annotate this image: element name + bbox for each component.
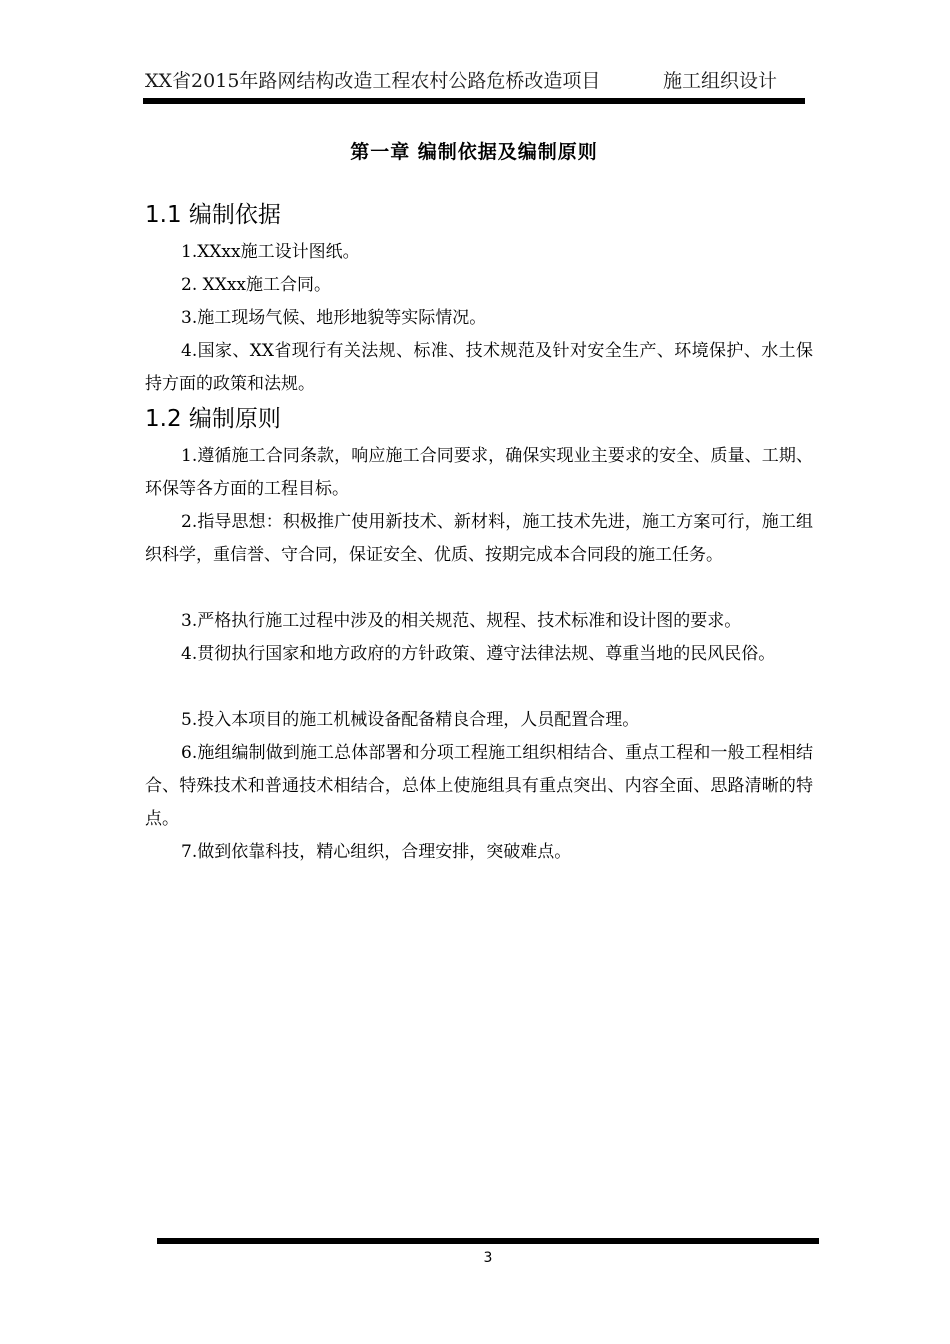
principle-item-3: 3.严格执行施工过程中涉及的相关规范、规程、技术标准和设计图的要求。 bbox=[181, 611, 742, 631]
header-project-title: XX省2015年路网结构改造工程农村公路危桥改造项目 bbox=[145, 70, 601, 92]
header-document-type: 施工组织设计 bbox=[663, 70, 778, 92]
chapter-title: 第一章 编制依据及编制原则 bbox=[350, 141, 598, 163]
basis-item-1: 1.XXxx施工设计图纸。 bbox=[181, 242, 360, 262]
section-heading-principles: 1.2 编制原则 bbox=[145, 406, 281, 432]
principle-item-2: 2.指导思想：积极推广使用新技术、新材料，施工技术先进，施工方案可行，施工组织科学，重信誉、守合同，保证安全、优质、按期完成本合同段的施工任务。 bbox=[145, 512, 813, 565]
basis-item-2: 2. XXxx施工合同。 bbox=[181, 275, 332, 295]
principle-item-7: 7.做到依靠科技，精心组织，合理安排，突破难点。 bbox=[181, 842, 572, 862]
principle-item-4: 4.贯彻执行国家和地方政府的方针政策、遵守法律法规、尊重当地的民风民俗。 bbox=[181, 644, 776, 664]
page-number: 3 bbox=[483, 1250, 493, 1266]
footer-divider bbox=[157, 1238, 819, 1244]
principle-item-1: 1.遵循施工合同条款，响应施工合同要求，确保实现业主要求的安全、质量、工期、环保等各方面的工程目标。 bbox=[145, 446, 813, 499]
page-header bbox=[145, 66, 805, 96]
principle-item-6: 6.施组编制做到施工总体部署和分项工程施工组织相结合、重点工程和一般工程相结合、特殊技术和普通技术相结合，总体上使施组具有重点突出、内容全面、思路清晰的特点。 bbox=[145, 743, 813, 829]
basis-item-3: 3.施工现场气候、地形地貌等实际情况。 bbox=[181, 308, 487, 328]
basis-item-4: 4.国家、XX省现行有关法规、标准、技术规范及针对安全生产、环境保护、水土保持方面的政策和法规。 bbox=[145, 341, 813, 394]
principle-item-5: 5.投入本项目的施工机械设备配备精良合理，人员配置合理。 bbox=[181, 710, 640, 730]
section-heading-basis: 1.1 编制依据 bbox=[145, 202, 281, 228]
header-divider bbox=[143, 98, 805, 104]
